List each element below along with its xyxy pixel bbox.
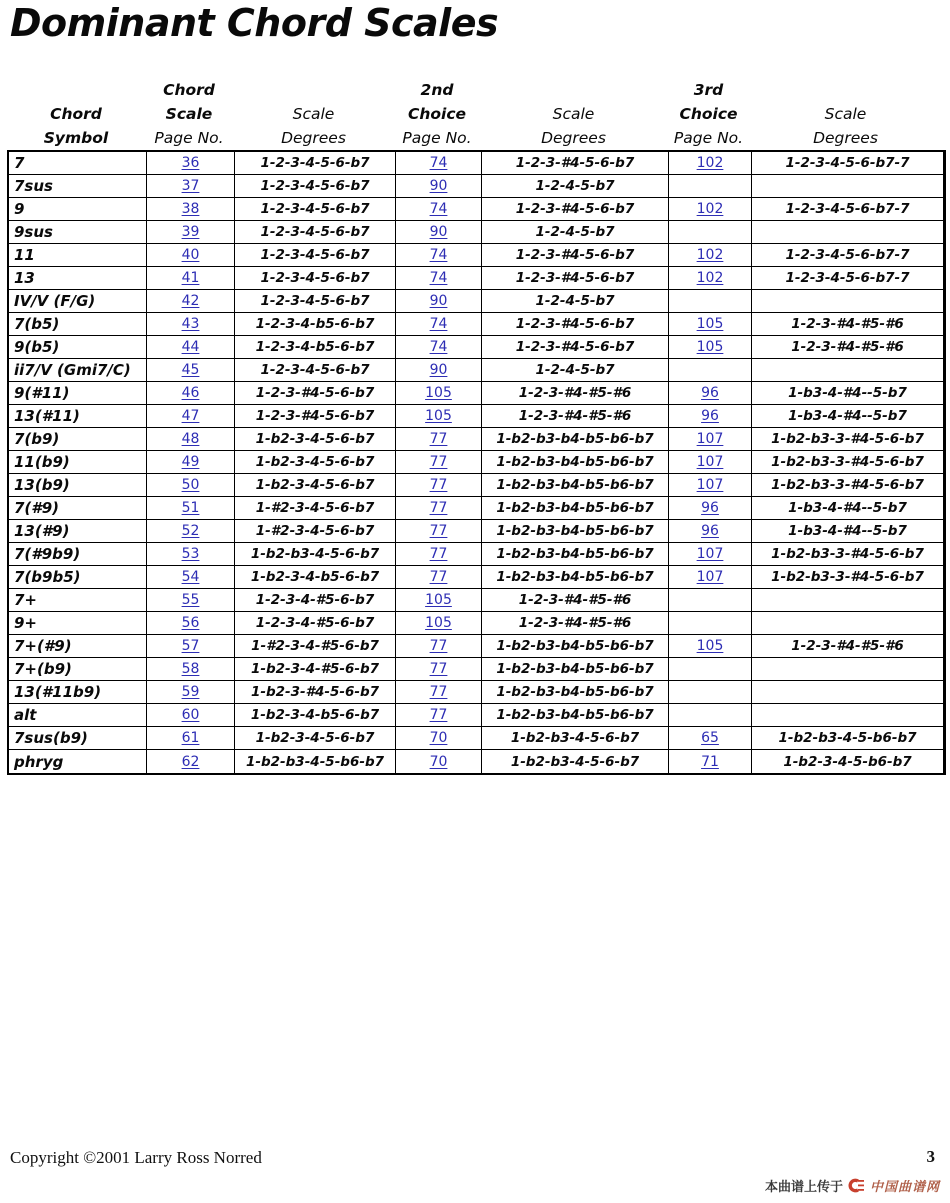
header-col-third-choice-page — [667, 78, 750, 150]
page-link[interactable]: 77 — [429, 569, 448, 585]
page-link[interactable]: 102 — [696, 155, 724, 171]
header-col-second-choice-page — [394, 78, 480, 150]
page-link[interactable]: 53 — [181, 546, 200, 562]
page-link[interactable]: 42 — [181, 293, 200, 309]
scale-degrees-cell: 1-b2-b3-4-5-b6-b7 — [235, 750, 396, 773]
scale-degrees-cell: 1-2-3-4-#5-6-b7 — [235, 612, 396, 635]
scale-degrees-cell: 1-b2-b3-3-#4-5-6-b7 — [752, 451, 943, 474]
header-line — [750, 78, 941, 102]
scale-degrees-cell — [752, 681, 943, 704]
scale-degrees-cell: 1-2-4-5-b7 — [482, 221, 669, 244]
page-link-cell — [669, 290, 752, 313]
page-link-cell — [147, 497, 235, 520]
scale-degrees-cell: 1-b2-3-4-5-b6-b7 — [783, 753, 912, 770]
chord-symbol-cell: 9sus — [9, 221, 147, 244]
header-col-scale-degrees-1 — [233, 78, 394, 150]
header-col-scale-degrees-3 — [750, 78, 941, 150]
chord-symbol-cell: 13 — [9, 267, 147, 290]
page-link[interactable]: 107 — [696, 546, 724, 562]
page-link[interactable]: 74 — [429, 201, 448, 217]
page-link-cell — [396, 681, 482, 704]
chord-symbol-cell: 11(b9) — [9, 451, 147, 474]
page-link-cell — [669, 152, 752, 175]
scale-degrees-cell — [752, 704, 943, 727]
chord-symbol-cell: 7sus — [9, 175, 147, 198]
header-col-chord-symbol — [7, 78, 145, 150]
scale-degrees-cell: 1-2-3-4-5-6-b7-7 — [752, 198, 943, 221]
chord-symbol-cell: 9+ — [9, 612, 147, 635]
page-link-cell — [396, 244, 482, 267]
page-link-cell — [669, 221, 752, 244]
page-title: Dominant Chord Scales — [10, 1, 499, 45]
page-link-cell — [147, 612, 235, 635]
scale-degrees-cell: 1-2-4-5-b7 — [482, 290, 669, 313]
chord-symbol-cell: ii7/V (Gmi7/C) — [9, 359, 147, 382]
page-link-cell — [147, 405, 235, 428]
page-link-cell — [669, 359, 752, 382]
scale-degrees-cell: 1-#2-3-4-#5-6-b7 — [235, 635, 396, 658]
scale-degrees-cell: 1-2-3-4-5-6-b7 — [235, 290, 396, 313]
scale-degrees-cell: 1-b2-3-4-5-6-b7 — [235, 451, 396, 474]
page-link-cell — [396, 382, 482, 405]
page-link-cell — [147, 359, 235, 382]
page-link-cell — [147, 474, 235, 497]
scale-degrees-cell: 1-b2-3-4-b5-6-b7 — [235, 704, 396, 727]
table-body — [9, 152, 943, 773]
page-link[interactable]: 74 — [429, 270, 448, 286]
scale-degrees-cell: 1-2-3-#4-#5-#6 — [482, 405, 669, 428]
scale-degrees-cell — [752, 658, 943, 681]
header-line: Degrees — [813, 129, 878, 147]
chord-symbol-cell: 13(#11b9) — [9, 681, 147, 704]
page-link[interactable]: 77 — [429, 546, 448, 562]
scale-degrees-cell: 1-b2-b3-b4-b5-b6-b7 — [482, 451, 669, 474]
scale-degrees-cell: 1-b2-b3-4-5-6-b7 — [482, 750, 669, 773]
page-link[interactable]: 48 — [181, 431, 200, 447]
scale-degrees-cell: 1-2-3-4-5-6-b7 — [235, 244, 396, 267]
page-link-cell — [396, 612, 482, 635]
scale-degrees-cell: 1-2-3-#4-5-6-b7 — [482, 267, 669, 290]
scale-degrees-cell: 1-2-3-4-b5-6-b7 — [235, 336, 396, 359]
page-link[interactable]: 74 — [429, 155, 448, 171]
scale-degrees-cell: 1-b2-b3-b4-b5-b6-b7 — [482, 520, 669, 543]
header-line: Degrees — [541, 129, 606, 147]
page-link-cell — [669, 267, 752, 290]
page-link-cell — [396, 474, 482, 497]
chord-symbol-cell: 7(b9) — [9, 428, 147, 451]
header-line: Scale — [824, 105, 867, 123]
page-link[interactable]: 102 — [696, 201, 724, 217]
page-link-cell — [147, 382, 235, 405]
scale-degrees-cell: 1-2-3-4-b5-6-b7 — [235, 313, 396, 336]
page-link-cell — [669, 612, 752, 635]
page-link[interactable]: 70 — [429, 730, 448, 746]
page-link-cell — [669, 198, 752, 221]
page-link-cell — [147, 520, 235, 543]
page-link-cell — [147, 727, 235, 750]
page-link[interactable]: 62 — [181, 753, 200, 770]
table-header — [7, 78, 941, 150]
page-link-cell — [396, 635, 482, 658]
scale-degrees-cell: 1-2-3-#4-#5-#6 — [482, 612, 669, 635]
page-number: 3 — [926, 1147, 935, 1166]
page-link[interactable]: 105 — [425, 385, 452, 401]
header-col-scale-degrees-2 — [480, 78, 667, 150]
page-link-cell — [147, 198, 235, 221]
scale-degrees-cell: 1-b2-b3-4-5-6-b7 — [235, 543, 396, 566]
scale-degrees-cell: 1-2-4-5-b7 — [482, 175, 669, 198]
page-link-cell — [147, 290, 235, 313]
header-line: Choice — [679, 105, 738, 123]
page-link[interactable]: 105 — [696, 638, 724, 654]
header-line: Page No. — [154, 129, 224, 147]
scale-degrees-cell: 1-2-3-#4-#5-#6 — [752, 336, 943, 359]
page-link-cell — [396, 290, 482, 313]
page-link[interactable]: 107 — [696, 431, 724, 447]
page-link[interactable]: 51 — [181, 500, 200, 516]
watermark-line — [765, 1176, 940, 1195]
chord-symbol-cell: IV/V (F/G) — [9, 290, 147, 313]
scale-degrees-cell: 1-b2-b3-b4-b5-b6-b7 — [482, 658, 669, 681]
page-link[interactable]: 90 — [429, 178, 448, 194]
page-link[interactable]: 105 — [696, 339, 724, 355]
page-link-cell — [396, 520, 482, 543]
chord-symbol-cell: 7(b9b5) — [9, 566, 147, 589]
page-link[interactable]: 105 — [696, 316, 724, 332]
page-link[interactable]: 40 — [181, 247, 200, 263]
page-link-cell — [396, 750, 482, 773]
page-link[interactable]: 39 — [181, 224, 200, 240]
page-link[interactable]: 77 — [429, 500, 448, 516]
header-line: 3rd — [693, 81, 724, 99]
scale-degrees-cell: 1-b2-b3-b4-b5-b6-b7 — [482, 704, 669, 727]
page-link[interactable]: 77 — [429, 707, 448, 723]
scale-degrees-cell — [752, 221, 943, 244]
chord-symbol-cell: 7(#9) — [9, 497, 147, 520]
page-link[interactable]: 107 — [696, 454, 724, 470]
scale-degrees-cell: 1-2-3-4-5-6-b7-7 — [752, 244, 943, 267]
page-link-cell — [147, 336, 235, 359]
scale-degrees-cell: 1-b2-3-4-#5-6-b7 — [235, 658, 396, 681]
page-link[interactable]: 37 — [181, 178, 200, 194]
chord-symbol-cell: 9 — [9, 198, 147, 221]
scale-degrees-cell: 1-2-3-#4-5-6-b7 — [482, 313, 669, 336]
page-link-cell — [669, 727, 752, 750]
page-link-cell — [396, 566, 482, 589]
page-link-cell — [396, 727, 482, 750]
page-link[interactable]: 65 — [701, 730, 719, 746]
scale-degrees-cell: 1-2-3-#4-#5-#6 — [752, 635, 943, 658]
header-line: Scale — [165, 105, 213, 123]
chord-symbol-cell: 11 — [9, 244, 147, 267]
scale-degrees-cell: 1-2-3-#4-5-6-b7 — [482, 152, 669, 175]
page-link-cell — [396, 175, 482, 198]
page-link-cell — [669, 336, 752, 359]
page-link[interactable]: 96 — [701, 408, 719, 424]
page-link-cell — [396, 543, 482, 566]
scale-degrees-cell: 1-2-3-4-5-6-b7 — [235, 359, 396, 382]
page-link[interactable]: 46 — [181, 385, 200, 401]
page-link-cell — [669, 681, 752, 704]
scale-degrees-cell: 1-b2-3-#4-5-6-b7 — [235, 681, 396, 704]
page-link[interactable]: 60 — [181, 707, 200, 723]
scale-degrees-cell: 1-2-3-#4-#5-#6 — [482, 589, 669, 612]
page-link[interactable]: 74 — [429, 247, 448, 263]
scale-degrees-cell: 1-b2-3-4-5-6-b7 — [235, 727, 396, 750]
scale-degrees-cell — [752, 612, 943, 635]
page-link-cell — [147, 221, 235, 244]
page-link[interactable]: 41 — [181, 270, 200, 286]
page-link[interactable]: 107 — [696, 569, 724, 585]
scale-degrees-cell — [752, 359, 943, 382]
page-link-cell — [669, 474, 752, 497]
header-line: Choice — [407, 105, 467, 123]
scale-degrees-cell: 1-b2-b3-3-#4-5-6-b7 — [752, 566, 943, 589]
page-link[interactable]: 44 — [181, 339, 200, 355]
scale-degrees-cell: 1-2-3-4-5-6-b7-7 — [752, 267, 943, 290]
scale-degrees-cell: 1-b2-b3-3-#4-5-6-b7 — [752, 474, 943, 497]
page-link[interactable]: 96 — [701, 500, 719, 516]
page-link[interactable]: 74 — [429, 339, 448, 355]
scale-degrees-cell: 1-2-3-#4-5-6-b7 — [482, 336, 669, 359]
scale-degrees-cell: 1-b2-b3-3-#4-5-6-b7 — [752, 543, 943, 566]
page-link-cell — [147, 681, 235, 704]
page-link[interactable]: 90 — [429, 293, 448, 309]
page-link[interactable]: 107 — [696, 477, 724, 493]
scale-degrees-cell — [752, 175, 943, 198]
page-link-cell — [147, 543, 235, 566]
page-link[interactable]: 105 — [425, 615, 452, 631]
page-link-cell — [147, 313, 235, 336]
page-link[interactable]: 55 — [181, 592, 200, 608]
page-link[interactable]: 57 — [181, 638, 200, 654]
page-link-cell — [396, 221, 482, 244]
page-link-cell — [396, 152, 482, 175]
page-link-cell — [147, 267, 235, 290]
page-link-cell — [147, 451, 235, 474]
scale-degrees-cell: 1-2-3-4-5-6-b7 — [235, 198, 396, 221]
scale-degrees-cell: 1-#2-3-4-5-6-b7 — [235, 497, 396, 520]
page-link-cell — [669, 497, 752, 520]
scale-degrees-cell: 1-2-3-#4-#5-#6 — [482, 382, 669, 405]
scale-degrees-cell: 1-2-3-4-5-6-b7 — [235, 267, 396, 290]
watermark-site-name: 中国曲谱网 — [869, 1180, 940, 1195]
page-link-cell — [669, 520, 752, 543]
chord-symbol-cell: 7(#9b9) — [9, 543, 147, 566]
page-link-cell — [147, 635, 235, 658]
page-link-cell — [396, 313, 482, 336]
scale-degrees-cell: 1-2-4-5-b7 — [482, 359, 669, 382]
chord-symbol-cell: 7+(b9) — [9, 658, 147, 681]
page-link[interactable]: 61 — [181, 730, 200, 746]
page-link[interactable]: 47 — [181, 408, 200, 424]
page-link-cell — [396, 336, 482, 359]
copyright-text: Copyright ©2001 Larry Ross Norred — [10, 1148, 262, 1167]
page-link-cell — [396, 198, 482, 221]
scale-degrees-cell: 1-2-3-#4-#5-#6 — [752, 313, 943, 336]
chord-symbol-cell: 13(#9) — [9, 520, 147, 543]
header-line: 2nd — [420, 81, 454, 99]
page-link[interactable]: 59 — [181, 684, 200, 700]
header-line: Symbol — [43, 129, 109, 147]
page-link-cell — [669, 382, 752, 405]
chord-symbol-cell: alt — [9, 704, 147, 727]
page-link[interactable]: 77 — [429, 661, 448, 677]
scale-degrees-cell — [752, 290, 943, 313]
page-link-cell — [669, 405, 752, 428]
scale-degrees-cell: 1-b3-4-#4--5-b7 — [752, 497, 943, 520]
scale-degrees-cell — [752, 589, 943, 612]
page-link[interactable]: 77 — [429, 431, 448, 447]
scale-degrees-cell: 1-b2-b3-b4-b5-b6-b7 — [482, 681, 669, 704]
header-line: Scale — [292, 105, 335, 123]
page-link[interactable]: 102 — [696, 270, 724, 286]
page-link-cell — [669, 704, 752, 727]
page-link[interactable]: 77 — [429, 477, 448, 493]
page-link-cell — [147, 152, 235, 175]
header-col-chord-scale-page — [145, 78, 233, 150]
page-link[interactable]: 105 — [425, 408, 452, 424]
page-link-cell — [669, 428, 752, 451]
header-line: Chord — [163, 81, 215, 99]
header-line: Degrees — [281, 129, 346, 147]
scale-degrees-cell: 1-2-3-4-#5-6-b7 — [235, 589, 396, 612]
page-link[interactable]: 54 — [181, 569, 200, 585]
watermark-prefix: 本曲谱上传于 — [764, 1180, 843, 1195]
scale-degrees-cell: 1-2-3-4-5-6-b7 — [235, 152, 396, 175]
page-link-cell — [147, 428, 235, 451]
scale-degrees-cell: 1-2-3-#4-5-6-b7 — [482, 198, 669, 221]
scale-degrees-cell: 1-b3-4-#4--5-b7 — [752, 382, 943, 405]
chord-symbol-cell: 9(b5) — [9, 336, 147, 359]
chord-scales-table — [7, 150, 946, 775]
page-link-cell — [147, 750, 235, 773]
page-link-cell — [396, 497, 482, 520]
scale-degrees-cell: 1-b2-b3-3-#4-5-6-b7 — [752, 428, 943, 451]
scale-degrees-cell: 1-b2-3-4-5-6-b7 — [235, 474, 396, 497]
page-link[interactable]: 74 — [429, 316, 448, 332]
page-link-cell — [669, 313, 752, 336]
scale-degrees-cell: 1-b2-3-4-5-6-b7 — [235, 428, 396, 451]
page-link[interactable]: 77 — [429, 684, 448, 700]
page-link[interactable]: 38 — [181, 201, 200, 217]
page-link-cell — [147, 244, 235, 267]
page-link[interactable]: 71 — [701, 753, 719, 770]
page-link[interactable]: 77 — [429, 638, 448, 654]
page-link[interactable]: 96 — [701, 523, 719, 539]
header-line — [480, 78, 667, 102]
page-link-cell — [396, 405, 482, 428]
page-link-cell — [147, 589, 235, 612]
scale-degrees-cell: 1-b2-b3-b4-b5-b6-b7 — [482, 474, 669, 497]
page-link-cell — [396, 267, 482, 290]
page-link-cell — [669, 589, 752, 612]
page-link-cell — [669, 543, 752, 566]
china-qupu-logo-icon — [848, 1178, 865, 1193]
scale-degrees-cell: 1-b2-b3-b4-b5-b6-b7 — [482, 428, 669, 451]
page-link-cell — [669, 244, 752, 267]
page-link-cell — [147, 566, 235, 589]
chord-symbol-cell: 7(b5) — [9, 313, 147, 336]
header-line: Chord — [50, 105, 102, 123]
scale-degrees-cell: 1-b2-b3-4-5-6-b7 — [482, 727, 669, 750]
page-link[interactable]: 50 — [181, 477, 200, 493]
chord-symbol-cell: phryg — [9, 750, 147, 773]
chord-symbol-cell: 13(#11) — [9, 405, 147, 428]
page-link[interactable]: 45 — [181, 362, 200, 378]
page-link[interactable]: 56 — [181, 615, 200, 631]
page-link-cell — [396, 589, 482, 612]
scale-degrees-cell: 1-2-3-4-5-6-b7-7 — [752, 152, 943, 175]
page-link[interactable]: 52 — [181, 523, 200, 539]
header-line — [7, 78, 145, 102]
page-link[interactable]: 49 — [181, 454, 200, 470]
page-link[interactable]: 96 — [701, 385, 719, 401]
chord-symbol-cell: 7+ — [9, 589, 147, 612]
page-link[interactable]: 36 — [181, 155, 200, 171]
chord-symbol-cell: 7sus(b9) — [9, 727, 147, 750]
scale-degrees-cell: 1-2-3-#4-5-6-b7 — [235, 382, 396, 405]
page-link-cell — [396, 359, 482, 382]
page-link[interactable]: 105 — [425, 592, 452, 608]
page-link[interactable]: 77 — [429, 523, 448, 539]
page-link-cell — [396, 704, 482, 727]
page-link[interactable]: 43 — [181, 316, 200, 332]
page-link[interactable]: 58 — [181, 661, 200, 677]
page-link-cell — [669, 750, 752, 773]
header-line: Page No. — [402, 129, 472, 147]
scale-degrees-cell: 1-b2-b3-b4-b5-b6-b7 — [482, 497, 669, 520]
page-link[interactable]: 70 — [429, 753, 448, 770]
page-link-cell — [669, 658, 752, 681]
scale-degrees-cell: 1-#2-3-4-5-6-b7 — [235, 520, 396, 543]
header-line — [233, 78, 394, 102]
scale-degrees-cell: 1-b2-b3-b4-b5-b6-b7 — [482, 635, 669, 658]
page-link[interactable]: 77 — [429, 454, 448, 470]
page-link-cell — [396, 658, 482, 681]
page-link-cell — [669, 175, 752, 198]
scale-degrees-cell: 1-2-3-#4-5-6-b7 — [235, 405, 396, 428]
page-link[interactable]: 90 — [429, 362, 448, 378]
page-link[interactable]: 102 — [696, 247, 724, 263]
chord-symbol-cell: 7+(#9) — [9, 635, 147, 658]
page-link-cell — [669, 566, 752, 589]
scale-degrees-cell: 1-2-3-4-5-6-b7 — [235, 221, 396, 244]
scale-degrees-cell: 1-2-3-#4-5-6-b7 — [482, 244, 669, 267]
chord-symbol-cell: 13(b9) — [9, 474, 147, 497]
scale-degrees-cell: 1-b3-4-#4--5-b7 — [752, 405, 943, 428]
scale-degrees-cell: 1-b2-b3-4-5-b6-b7 — [752, 727, 943, 750]
header-line: Scale — [552, 105, 595, 123]
chord-symbol-cell: 7 — [9, 152, 147, 175]
header-line: Page No. — [673, 129, 744, 147]
scale-degrees-cell: 1-b3-4-#4--5-b7 — [752, 520, 943, 543]
page-link-cell — [396, 451, 482, 474]
page-link-cell — [669, 451, 752, 474]
scale-degrees-cell: 1-b2-3-4-b5-6-b7 — [235, 566, 396, 589]
page-link-cell — [147, 704, 235, 727]
page-link[interactable]: 90 — [429, 224, 448, 240]
scale-degrees-cell: 1-b2-b3-b4-b5-b6-b7 — [482, 566, 669, 589]
page-link-cell — [669, 635, 752, 658]
page-link-cell — [147, 658, 235, 681]
chord-symbol-cell: 9(#11) — [9, 382, 147, 405]
page-link-cell — [396, 428, 482, 451]
page-link-cell — [147, 175, 235, 198]
scale-degrees-cell: 1-b2-b3-b4-b5-b6-b7 — [482, 543, 669, 566]
scale-degrees-cell: 1-2-3-4-5-6-b7 — [235, 175, 396, 198]
